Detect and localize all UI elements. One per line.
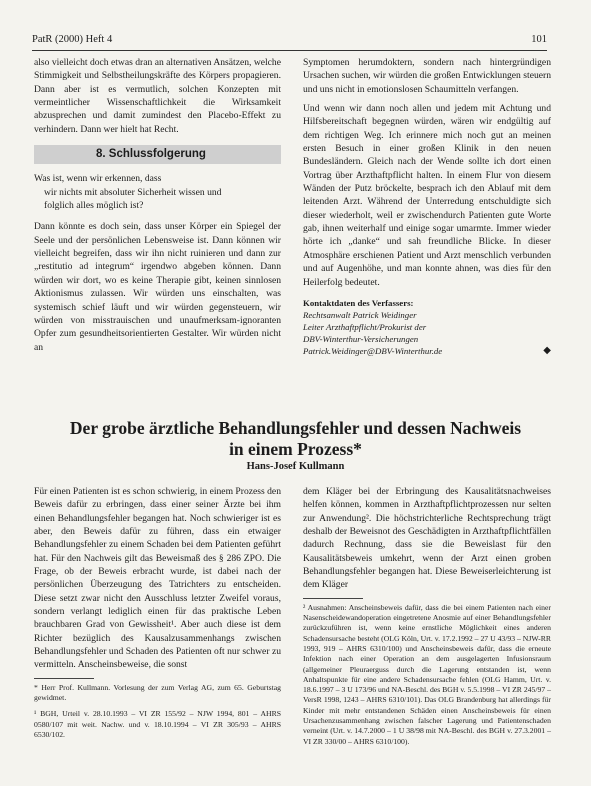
paragraph: also vielleicht doch etwas dran an alternativen Ansätzen, welche Stimmigkeit und Selbstheilungskräfte des Körpers propagieren. Dann aber ist es vermutlich, solchen Konzepten mit vermeintlicher Wissenschaftlichkeit die Wirksamkeit abzusprechen und damit zumindest den Placebo-Effekt zu verhindern. Dann wer hielt hat Recht. <box>34 57 281 135</box>
author-contact-line: Rechtsanwalt Patrick Weidinger <box>303 309 417 320</box>
footnote-rule <box>34 678 94 679</box>
article-title-line: Der grobe ärztliche Behandlungsfehler und dessen Nachweis <box>69 418 522 438</box>
section-heading: 8. Schlussfolgerung <box>34 145 281 164</box>
paragraph: Und wenn wir dann noch allen und jedem mit Achtung und Hilfsbereitschaft begegnen würden, wären wir endgültig auf dem richtigen Weg. Ich erinnere mich noch gut an meinen ersten Besuch in einer großen Klinik in den neuen Bundesländern. Gleich nach der Wende sollte ich dort einen Vortrag über Arzthaftpflicht halten. In einem Flur von diesem Wänden der Putz bröckelte, besprach ich den Ablauf mit dem leitenden Arzt. Während der Unterredung entschuldigte sich dieser wiederholt, weil er zwischendurch Patienten gute Worte gab, ihnen weiterhalf und einige sogar umarmte. Immer wieder hörte ich „danke“ und sah freundliche Blicke. In dieser Atmosphäre erschienen Patient und Arzt menschlich verbunden und auf Augenhöhe, und man konnte ahnen, was dies für den Heilerfolg bedeutet. <box>303 103 551 288</box>
footnote: ¹ BGH, Urteil v. 28.10.1993 – VI ZR 155/92 – NJW 1994, 801 – AHRS 0580/107 mit weit. Nachw. und v. 18.10.1994 – VI ZR 305/93 – AHRS 6530/102. <box>34 709 281 739</box>
article-title <box>0 418 591 460</box>
author-email[interactable]: Patrick.Weidinger@DBV-Winterthur.de <box>303 345 443 356</box>
author-contact-box <box>303 297 551 357</box>
right-column-top <box>303 56 551 357</box>
footnote: * Herr Prof. Kullmann. Vorlesung der zum Verlag AG, zum 65. Geburtstag gewidmet. <box>34 682 281 703</box>
paragraph: dem Kläger bei der Erbringung des Kausalitätsnachweises helfen können, kommen in Arzthaftpflichtprozessen nur selten zur Anwendung². Die höchstrichterliche Rechtsprechung trägt deshalb der Beweisnot des Geschädigten in Arzthaftpflichtfällen dadurch Rechnung, dass sie die Beweislast für den Kausalitätsbeweis umkehrt, wenn der Arzt einen groben Behandlungsfehler begangen hat. Diese Beweiserleichterung ist dem Kläger <box>303 486 551 591</box>
footnote: ² Ausnahmen: Anscheinsbeweis dafür, dass die bei einem Patienten nach einer Nasenscheidewandoperation eingetretene Anosmie auf einer Behandlungsfehler zurückzuführen ist, wenn keine ernstliche Möglichkeit eines anderen Schadensursache besteht (OLG Köln, Urt. v. 17.2.1992 – 27 U 43/93 – NJW-RR 1993, 919 – AHRS 6310/100) und Anscheinsbeweis dafür, dass die erneute Infektion nach einer Operation an dem ausgelagerten Infusionsraum (allgemeiner Pleuraerguss durch die Lagerung entstanden ist, wenn Anhaltspunkte für eine andere Schadensursache fehlen (OLG Hamm, Urt. v. 18.6.1997 – 3 U 173/96 und NA-Beschl. des BGH v. 5.5.1998 – VI ZR 245/97 – VersR 1998, 1243 – AHRS 6310/101). Das OLG Brandenburg hat allerdings für Kinder mit mehr entstandenen Schäden einen Anscheinsbeweis für einen Ursachenzusammenhang zwischen falscher Lagerung und Patientenschaden verneint (Urt. v. 14.7.2000 – 1 U 38/98 mit NA-Beschl. des BGH v. 27.3.2001 – VI ZR 330/00 – AHRS 6310/100). <box>303 602 551 746</box>
quote-line: wir nichts mit absoluter Sicherheit wissen und <box>44 186 222 198</box>
paragraph: Symptomen herumdoktern, sondern nach hintergründigen Ursachen suchen, wir würden die großen Entwicklungen steuern und uns nicht in emotionslosen Schaumitteln verfangen. <box>303 57 551 95</box>
author-contact-line: DBV-Winterthur-Versicherungen <box>303 333 419 344</box>
paragraph: Für einen Patienten ist es schon schwierig, in einem Prozess den Beweis dafür zu erbringen, dass einer seiner Ärzte bei ihm einen Behandlungsfehler begangen hat. Noch schwieriger ist es aber, den Beweis dafür zu führen, dass ein etwaiger Behandlungsfehler zu einem Schaden bei dem Patienten geführt hat. Für den Nachweis gilt das Beweismaß des § 286 ZPO. Die Frage, ob der Beweis erbracht wurde, ist dabei nach der persönlichen Überzeugung des Tatrichters zu entscheiden. Diese setzt zwar nicht den Ausschluss letzter Zweifel voraus, sondern verlangt lediglich einen für das praktische Leben brauchbaren Grad von Gewissheit¹. Aber auch diese ist dem Richter bezüglich des Kausalzusammenhangs zwischen Behandlungsfehler und Schaden des Patienten oft nur schwer zu vermitteln. Anscheinsbeweise, die sonst <box>34 486 281 671</box>
left-column-top <box>34 56 281 354</box>
article-title-line: in einem Prozess* <box>229 439 362 459</box>
footnote-rule <box>303 598 363 599</box>
right-column-bottom <box>303 485 551 747</box>
author-contact-line: Leiter Arzthaftpflicht/Prokurist der <box>303 321 427 332</box>
paragraph: Dann könnte es doch sein, dass unser Körper ein Spiegel der Seele und der persönlichen Lebensweise ist. Dann können wir vielleicht begreifen, dass wir ihn nicht ruinieren und dann zur „restitutio ad integrum“ irgendwo abgeben können. Dann würden wir dort, wo es keine Therapie gibt, keinen sinnlosen Aktionismus zulassen. Wir würden uns einschalten, was systemisch schief läuft und wir würden gegensteuern, wir würden von misstrauischen und unaufmerksam-ignoranten Opfer zum gesundheitsorientierten Gestalter. Wir würden nicht an <box>34 221 281 353</box>
left-column-bottom <box>34 485 281 740</box>
end-mark-icon: ◆ <box>543 344 551 356</box>
journal-reference: PatR (2000) Heft 4 <box>32 34 113 45</box>
footnotes <box>303 603 551 747</box>
quote-block <box>34 172 281 212</box>
quote-line: folglich alles möglich ist? <box>44 200 144 212</box>
article-author: Hans-Josef Kullmann <box>246 461 345 472</box>
footnotes <box>34 683 281 740</box>
header-rule <box>32 50 547 51</box>
author-contact-heading: Kontaktdaten des Verfassers: <box>303 297 414 308</box>
quote-line: Was ist, wenn wir erkennen, dass <box>34 173 162 185</box>
page-number: 101 <box>531 34 547 45</box>
